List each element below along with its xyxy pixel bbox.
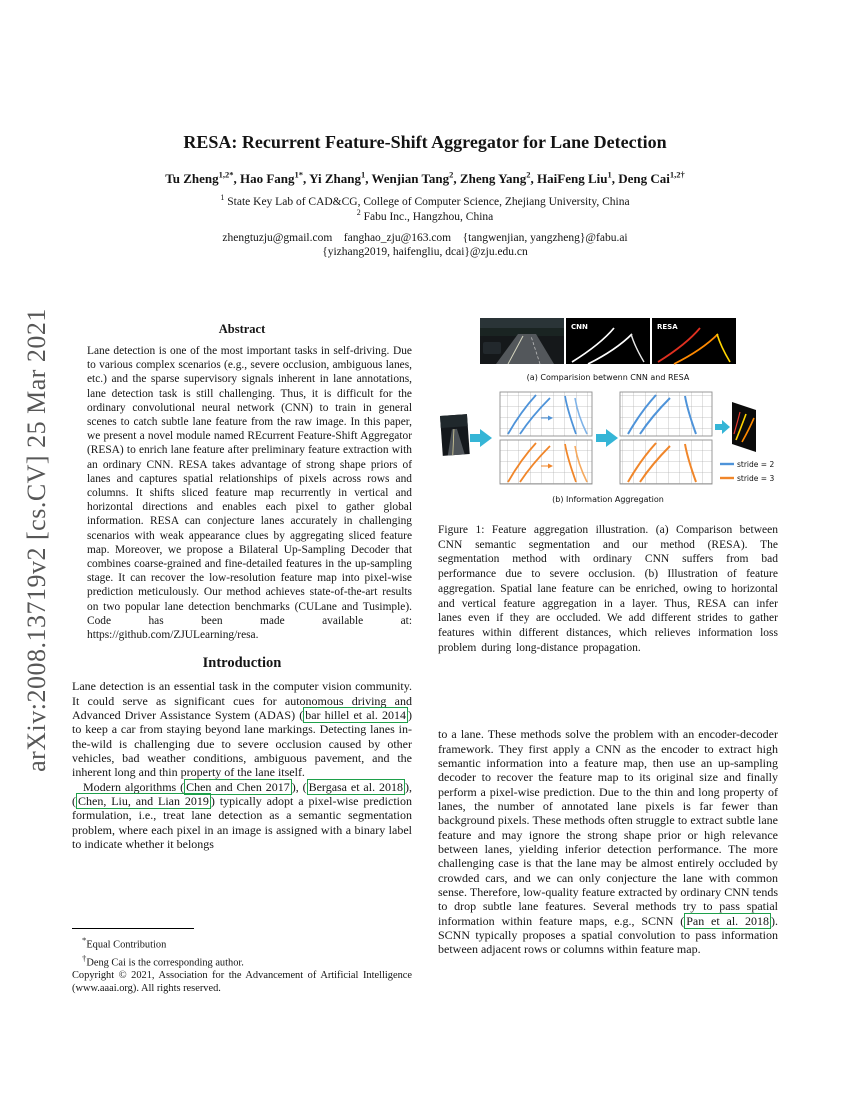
text-run: Modern algorithms ( (83, 779, 185, 794)
footnote-block (72, 928, 412, 996)
footnote-equal-contribution: *Equal Contribution (82, 935, 167, 951)
text-run: ). SCNN typically proposes a spatial convolution to pass information between adjacent rows or columns within feature map. (438, 913, 778, 957)
abstract-text (87, 344, 412, 642)
output-lane-image (732, 402, 756, 452)
stride-3-label: stride = 3 (737, 474, 775, 483)
intro-paragraph-3 (438, 727, 778, 957)
aggregated-grid-top (620, 392, 712, 436)
citation-chen-liu-lian-2019[interactable]: Chen, Liu, and Lian 2019 (78, 794, 209, 809)
figure-1 (438, 318, 778, 515)
citation-bar-hillel-2014[interactable]: bar hillel et al. 2014 (305, 707, 406, 722)
abstract-body: Lane detection is one of the most important tasks in self-driving. Due to various complex scenarios (e.g., severe occlusion, ambiguous lanes, etc.) and the sparse supervisory signals inherent in lane annotations, lane detection task is still challenging. Thus, it is difficult for the ordinary convolutional neural network (CNN) to train in general scenes to catch subtle lane feature from the raw image. In this paper, we present a novel module named REcurrent Feature-Shift Aggregator (RESA) to enrich lane feature after preliminary feature extraction with an ordinary CNN. RESA takes advantage of strong shape priors of lanes and captures spatial relationships of pixels across rows and columns. It shifts sliced feature map recurrently in vertical and horizontal directions and enables each pixel to gather global information. RESA can conjecture lanes accurately in challenging scenarios with weak appearance clues by aggregating sliced feature map. Moreover, we propose a Bilateral Up-Sampling Decoder that combines coarse-grained and fine-detailed features in the up-sampling stage. It can recover the low-resolution feature map into pixel-wise prediction meticulously. Our method achieves state-of-the-art results on two popular lane detection benchmarks (CULane and Tusimple). Code has been made available at: (87, 345, 412, 627)
flow-arrow-1 (470, 429, 492, 447)
github-link[interactable]: https://github.com/ZJULearning/resa (87, 629, 256, 642)
text-run: ), ( (291, 779, 307, 794)
author: Zheng Yang$^2$, (459, 169, 538, 186)
email-line-2: {yizhang2019, haifengliu, dcai}@zju.edu.cn (322, 246, 528, 258)
input-road-image (480, 318, 564, 364)
citation-pan-2018[interactable]: Pan et al. 2018 (686, 913, 769, 928)
stride-2-label: stride = 2 (737, 460, 775, 469)
author: Hao Fang$^{1*}$, (239, 169, 310, 186)
author: Yi Zhang$^1$, (309, 169, 372, 186)
resa-label: RESA (657, 323, 678, 331)
text-run: ) typically adopt a pixel-wise prediction formulation, i.e., treat lane detection as a semantic segmentation problem, where each pixel in an image is assigned with a binary label to indicate whether it belongs (72, 794, 413, 852)
figure-1-caption: Figure 1: Feature aggregation illustration. (a) Comparison between CNN semantic segmentation and our method (RESA). The segmentation method with ordinary CNN suffers from bad performance due to severe occlusion. (b) Illustration of feature aggregation. Spatial lane feature can be enriched, owing to horizontal and vertical feature aggregation in a layer. Thus, RESA can infer lanes even if they are occluded. We add different strides to gather features within different distances, which relieves information loss problem during long-distance propagation. (438, 524, 778, 654)
stride-legend (720, 460, 774, 483)
panel-a-caption: (a) Comparision betwenn CNN and RESA (526, 373, 690, 382)
cnn-result-image (566, 318, 650, 364)
abstract-end: . (255, 629, 259, 642)
text-run: Lane detection is an essential task in the computer vision community. It could serve as significant cues for autonomous driving and Advanced Driver Assistance System (ADAS) ( (72, 679, 412, 722)
aggregated-grid-bottom (620, 440, 712, 484)
citation-chen-chen-2017[interactable]: Chen and Chen 2017 (186, 779, 290, 794)
author: HaiFeng Liu$^1$, (537, 169, 619, 186)
intro-paragraph-1 (72, 679, 412, 779)
right-column (438, 318, 778, 957)
feature-grid-top-stride (500, 392, 592, 436)
resa-result-image (652, 318, 736, 364)
flow-arrow-2 (596, 429, 618, 447)
left-column (72, 322, 412, 851)
abstract-heading: Abstract (218, 322, 266, 336)
introduction-heading: Introduction (202, 655, 282, 672)
affiliation-2: $^2$ Fabu Inc., Hangzhou, China (356, 208, 494, 223)
author: Tu Zheng$^{1,2*}$, (165, 169, 240, 186)
affiliation-1: $^1$ State Key Lab of CAD&CG, College of Computer Science, Zhejiang University, China (220, 193, 630, 208)
email-line-1: zhengtuzju@gmail.com fanghao_zju@163.com {tangwenjian, yangzheng}@fabu.ai (222, 232, 628, 244)
footnote-rule (72, 928, 194, 929)
paper-header (0, 0, 850, 258)
figure-1-graphic (438, 318, 778, 510)
citation-bergasa-2018[interactable]: Bergasa et al. 2018 (308, 779, 403, 794)
author: Deng Cai$^{1,2\dagger}$ (618, 169, 685, 186)
paper-title: RESA: Recurrent Feature-Shift Aggregator for Lane Detection (183, 132, 667, 152)
feature-grid-bottom-stride (500, 440, 592, 484)
footnote-corresponding-author: †Deng Cai is the corresponding author. (82, 953, 244, 969)
text-run: ), ( (72, 779, 412, 809)
text-run: ) to keep a car from staying beyond lane markings. Detecting lanes in-the-wild is challenging due to severe occlusion caused by other vehicles, bad weather conditions, ambiguous pavement, and the inherent long and thin property of the lane itself. (72, 707, 412, 780)
cnn-label: CNN (571, 323, 588, 331)
author: Wenjian Tang$^2$, (371, 169, 460, 186)
footnote-copyright: Copyright © 2021, Association for the Advancement of Artificial Intelligence (www.aaai.org). All rights reserved. (72, 970, 412, 995)
panel-b-input-photo (440, 414, 470, 456)
flow-arrow-3 (715, 420, 730, 434)
text-run: to a lane. These methods solve the problem with an encoder-decoder framework. They first apply a CNN as the encoder to extract high semantic information into a feature map, then use an up-sampling decoder to recover the feature map to its original size and finally perform a pixel-wise prediction. Due to the thin and long property of lanes, the number of annotated lane pixels is far fewer than background pixels. These methods often struggle to extract subtle lane feature and may ignore the strong shape prior or high relevance between lanes, yielding inferior detection performance. The more challenging case is that the lane may be almost entirely occluded by crowded cars, and we can only conjecture the lane with common sense. Therefore, low-quality feature extracted by ordinary CNN tends to drop subtle lane features. Several methods try to pass spatial information within feature maps, e.g., SCNN ( (438, 727, 778, 928)
arxiv-watermark: arXiv:2008.13719v2 [cs.CV] 25 Mar 2021 (22, 308, 51, 772)
panel-b-caption: (b) Information Aggregation (552, 495, 664, 504)
intro-paragraph-2 (72, 780, 412, 852)
author-line (0, 171, 850, 187)
